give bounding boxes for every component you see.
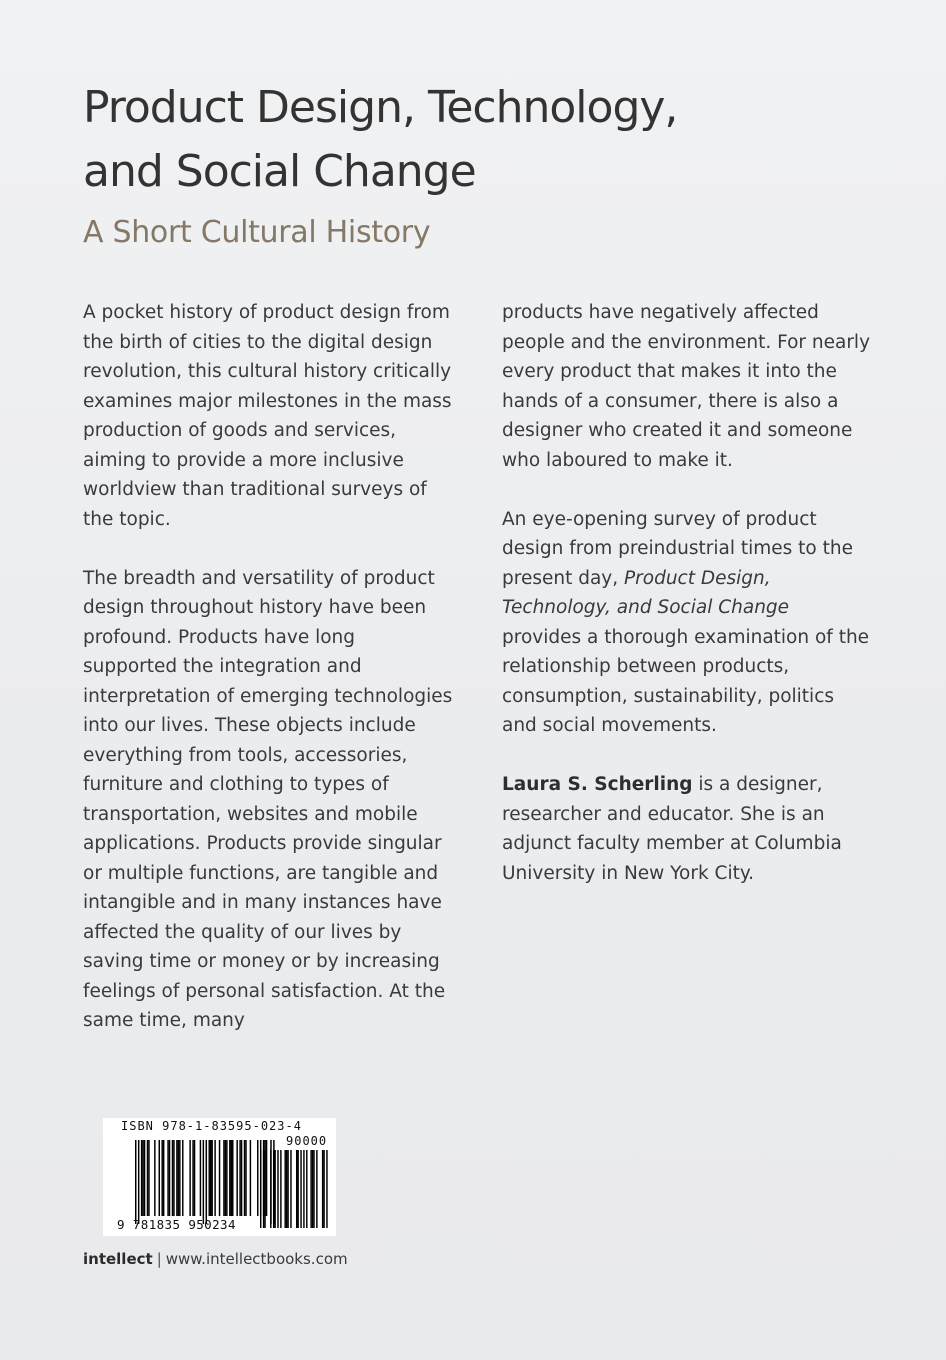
barcode-bar [239,1140,240,1216]
blurb-paragraph-2: The breadth and versatility of product design throughout history have been profound. Products have long supported the integration and interpretation of emerging technologies into our lives. These objects include everything from tools, accessories, furniture and clothing to types of transportation, websites and mobile applications. Products provide singular or multiple functions, are tangible and intangible and in many instances have affected the quality of our lives by saving time or money or by increasing feelings of personal satisfaction. At the same time, many [83,567,453,1031]
addon-bar [310,1150,311,1228]
isbn-label: ISBN 978-1-83595-023-4 [121,1119,302,1133]
blurb-p4-text-b: provides a thorough examination of the relationship between products, consumption, sustainability, politics and social movements. [502,626,870,736]
barcode-bar [135,1140,136,1224]
blurb-p4-text-a: An eye-opening survey of product design from preindustrial times to the present day, [502,508,853,589]
barcode-bar [245,1140,246,1216]
publisher-name: intellect [83,1250,153,1268]
addon-bar [296,1150,297,1228]
addon-bar [326,1150,327,1228]
barcode-bar [211,1140,212,1216]
barcode-bar [241,1140,242,1216]
barcode-bar [154,1140,155,1216]
book-subtitle: A Short Cultural History [83,215,431,250]
barcode-bar [142,1140,143,1216]
barcode-bar [266,1140,267,1216]
publisher-website: www.intellectbooks.com [165,1250,348,1268]
barcode-bar [163,1140,164,1216]
barcode-bar [229,1140,230,1216]
barcode-bar [214,1140,215,1216]
addon-bar [264,1150,265,1228]
publisher-footer [83,1250,348,1268]
addon-bar [316,1150,317,1228]
barcode-bar [179,1140,180,1216]
barcode-bar [244,1140,245,1216]
isbn-barcode [103,1118,336,1236]
barcode-bar [231,1140,232,1216]
barcode-bar [148,1140,149,1216]
barcode-bar [176,1140,177,1216]
barcode-bar [257,1140,258,1216]
author-bio-text: is a designer, researcher and educator. She is an adjunct faculty member at Columbia University in New York City. [502,774,842,884]
blurb-paragraph-4 [502,505,874,741]
barcode-bar [194,1140,195,1216]
book-title [83,76,883,204]
blurb-right-column [502,298,874,918]
title-line-1: Product Design, Technology, [83,82,678,133]
addon-bar [323,1150,324,1228]
barcode-bar [200,1140,201,1216]
blurb-paragraph-3: products have negatively affected people and the environment. For nearly every product that makes it into the hands of a consumer, there is also a designer who created it and someone who laboured to make it. [502,302,871,471]
title-line-2: and Social Change [83,146,476,197]
barcode-bar [226,1140,227,1216]
barcode-bar [161,1140,162,1216]
barcode-bar [219,1140,220,1216]
addon-bar [290,1150,291,1228]
addon-bar [284,1150,285,1228]
barcode-bar [138,1140,139,1224]
barcode-bar [141,1140,142,1216]
blurb-left-column [83,298,455,1065]
barcode-bar [167,1140,168,1216]
addon-bar [303,1150,304,1228]
addon-bar [297,1150,298,1228]
addon-bar [300,1150,301,1228]
barcode-bar [189,1140,190,1216]
addon-bar [312,1150,313,1228]
barcode-bar [159,1140,160,1216]
barcode-bar [178,1140,179,1216]
addon-bar [286,1150,287,1228]
barcode-bar [192,1140,193,1216]
barcode-bar [225,1140,226,1216]
blurb-p4-book-title: Product Design, Technology, and Social Change [502,567,790,618]
barcode-bar [147,1140,148,1216]
barcode-bar [203,1140,204,1224]
addon-bar [270,1150,271,1228]
addon-bar [277,1150,278,1228]
barcode-bar [223,1140,224,1216]
addon-bar [260,1150,261,1228]
addon-bar [274,1150,275,1228]
author-bio [502,770,874,888]
price-code: 90000 [286,1134,328,1148]
barcode-bar [232,1140,233,1216]
barcode-bar [209,1140,210,1216]
blurb-paragraph-1: A pocket history of product design from the birth of cities to the digital design revolution, this cultural history critically examines major milestones in the mass production of goods and services, aiming to provide a more inclusive worldview than traditional surveys of the topic. [83,302,452,530]
addon-bar [280,1150,281,1228]
ean-digits: 9 781835 950234 [117,1217,236,1232]
barcode-bar [144,1140,145,1216]
addon-bar [273,1150,274,1228]
addon-bar [263,1150,264,1228]
barcode-bar [206,1140,207,1224]
barcode-bar [172,1140,173,1216]
addon-bar [287,1150,288,1228]
barcode-bar [182,1140,183,1216]
barcode-bar [236,1140,237,1216]
barcode-bar [250,1140,251,1216]
barcode-bar [169,1140,170,1216]
addon-bar [313,1150,314,1228]
author-name: Laura S. Scherling [502,774,693,795]
footer-separator: | [156,1250,162,1268]
barcode-bar [173,1140,174,1216]
barcode-bar [210,1140,211,1216]
addon-bar [322,1150,323,1228]
addon-bar [306,1150,307,1228]
